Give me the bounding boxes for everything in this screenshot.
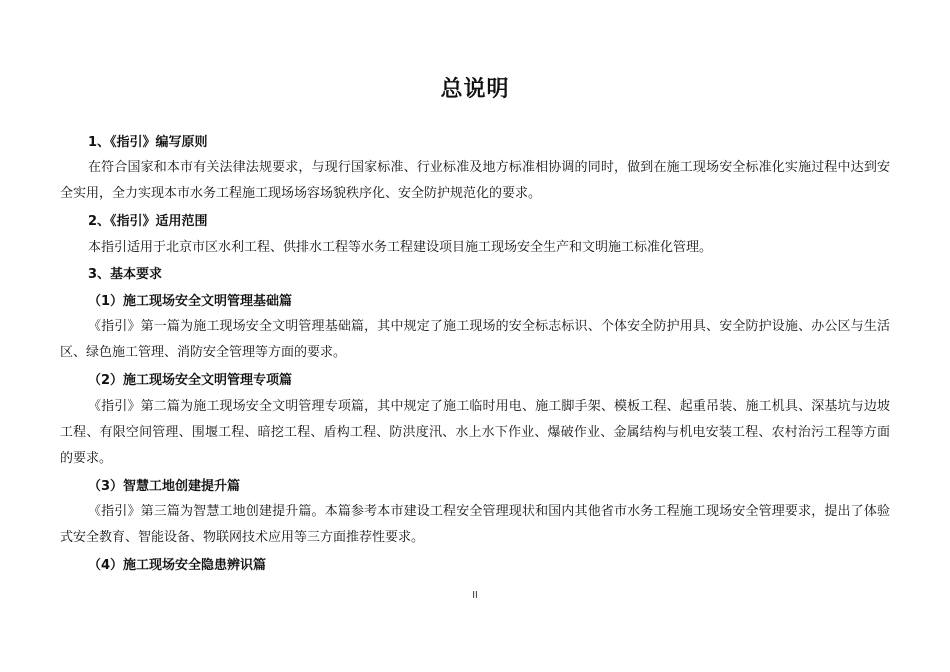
page-number: II [472,590,478,601]
subsection-1-heading: （1）施工现场安全文明管理基础篇 [88,294,293,309]
subsection-2-heading: （2）施工现场安全文明管理专项篇 [88,373,293,388]
section-3-heading: 3、基本要求 [88,267,163,282]
subsection-2-text: 《指引》第二篇为施工现场安全文明管理专项篇，其中规定了施工临时用电、施工脚手架、模板工程、起重吊装、施工机具、深基坑与边坡工程、有限空间管理、围堰工程、暗挖工程、盾构工程、防洪度汛、水上水下作业、爆破作业、金属结构与机电安装工程、农村治污工程等方面的要求。 [60,399,890,466]
subsection-1-text: 《指引》第一篇为施工现场安全文明管理基础篇，其中规定了施工现场的安全标志标识、个体安全防护用具、安全防护设施、办公区与生活区、绿色施工管理、消防安全管理等方面的要求。 [60,319,890,360]
subsection-3-text: 《指引》第三篇为智慧工地创建提升篇。本篇参考本市建设工程安全管理现状和国内其他省市水务工程施工现场安全管理要求，提出了体验式安全教育、智能设备、物联网技术应用等三方面推荐性要求。 [60,504,890,545]
subsection-4-heading: （4）施工现场安全隐患辨识篇 [88,558,267,573]
section-2-heading: 2、《指引》适用范围 [88,214,208,229]
section-1-text: 在符合国家和本市有关法律法规要求，与现行国家标准、行业标准及地方标准相协调的同时，做到在施工现场安全标准化实施过程中达到安全实用，全力实现本市水务工程施工现场场容场貌秩序化、安全防护规范化的要求。 [60,160,890,201]
subsection-3-heading: （3）智慧工地创建提升篇 [88,479,241,494]
section-2-text: 本指引适用于北京市区水利工程、供排水工程等水务工程建设项目施工现场安全生产和文明施工标准化管理。 [88,240,713,255]
page-title: 总说明 [440,77,510,102]
section-1-heading: 1、《指引》编写原则 [88,135,208,150]
